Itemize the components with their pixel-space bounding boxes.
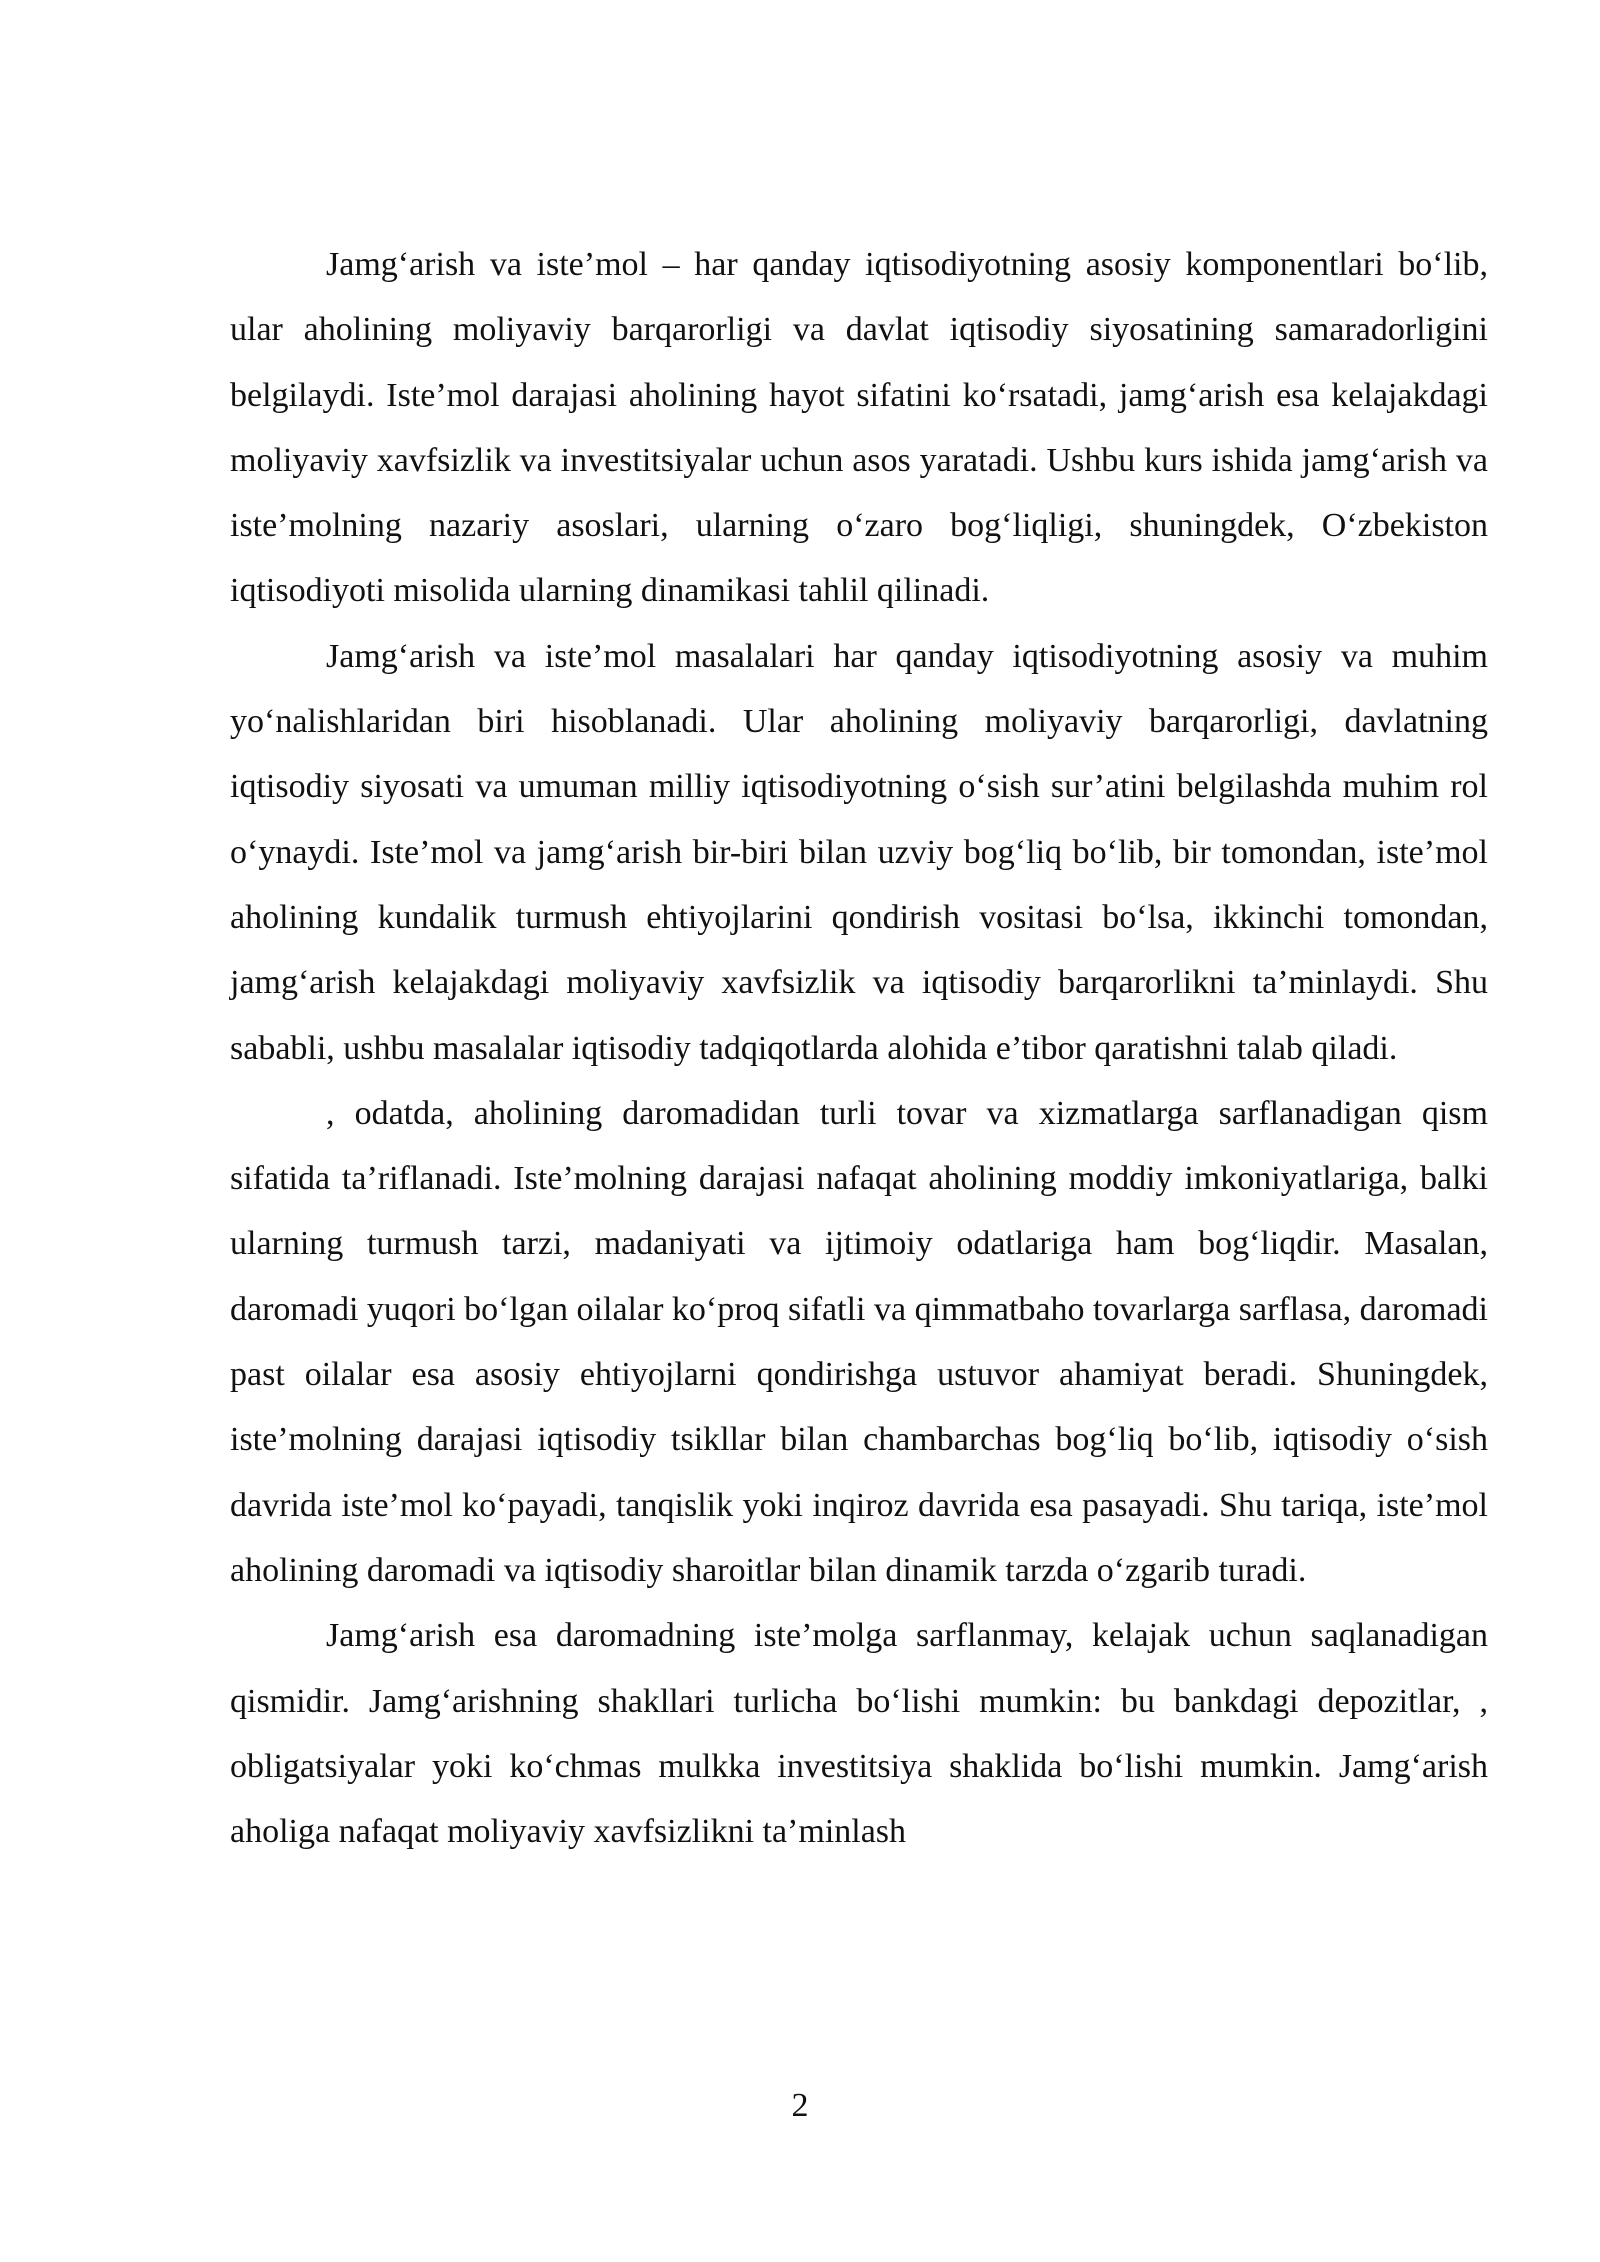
- paragraph-2: Jamg‘arish va iste’mol masalalari har qanday iqtisodiyotning asosiy va muhim yo‘nalishlaridan biri hisoblanadi. Ular aholining moliyaviy barqarorligi, davlatning iqtisodiy siyosati va umuman milliy iqtisodiyotning o‘sish sur’atini belgilashda muhim rol o‘ynaydi. Iste’mol va jamg‘arish bir-biri bilan uzviy bog‘liq bo‘lib, bir tomondan, iste’mol aholining kundalik turmush ehtiyojlarini qondirish vositasi bo‘lsa, ikkinchi tomondan, jamg‘arish kelajakdagi moliyaviy xavfsizlik va iqtisodiy barqarorlikni ta’minlaydi. Shu sababli, ushbu masalalar iqtisodiy tadqiqotlarda alohida e’tibor qaratishni talab qiladi.: [230, 637, 1488, 1067]
- paragraph-3: , odatda, aholining daromadidan turli tovar va xizmatlarga sarflanadigan qism sifatida ta’riflanadi. Iste’molning darajasi nafaqat aholining moddiy imkoniyatlariga, balki ularning turmush tarzi, madaniyati va ijtimoiy odatlariga ham bog‘liqdir. Masalan, daromadi yuqori bo‘lgan oilalar ko‘proq sifatli va qimmatbaho tovarlarga sarflasa, daromadi past oilalar esa asosiy ehtiyojlarni qondirishga ustuvor ahamiyat beradi. Shuningdek, iste’molning darajasi iqtisodiy tsikllar bilan chambarchas bog‘liq bo‘lib, iqtisodiy o‘sish davrida iste’mol ko‘payadi, tanqislik yoki inqiroz davrida esa pasayadi. Shu tariqa, iste’mol aholining daromadi va iqtisodiy sharoitlar bilan dinamik tarzda o‘zgarib turadi.: [230, 1094, 1488, 1589]
- page-number: 2: [791, 2087, 809, 2124]
- paragraph-4: Jamg‘arish esa daromadning iste’molga sarflanmay, kelajak uchun saqlanadigan qismidir. Jamg‘arishning shakllari turlicha bo‘lishi mumkin: bu bankdagi depozitlar, , obligatsiyalar yoki ko‘chmas mulkka investitsiya shaklida bo‘lishi mumkin. Jamg‘arish aholiga nafaqat moliyaviy xavfsizlikni ta’minlash: [230, 1617, 1488, 1851]
- paragraph-1: Jamg‘arish va iste’mol – har qanday iqtisodiyotning asosiy komponentlari bo‘lib, ular aholining moliyaviy barqarorligi va davlat iqtisodiy siyosatining samaradorligini belgilaydi. Iste’mol darajasi aholining hayot sifatini ko‘rsatadi, jamg‘arish esa kelajakdagi moliyaviy xavfsizlik va investitsiyalar uchun asos yaratadi. Ushbu kurs ishida jamg‘arish va iste’molning nazariy asoslari, ularning o‘zaro bog‘liqligi, shuningdek, O‘zbekiston iqtisodiyoti misolida ularning dinamikasi tahlil qilinadi.: [230, 246, 1488, 610]
- document-body: [230, 232, 1488, 1864]
